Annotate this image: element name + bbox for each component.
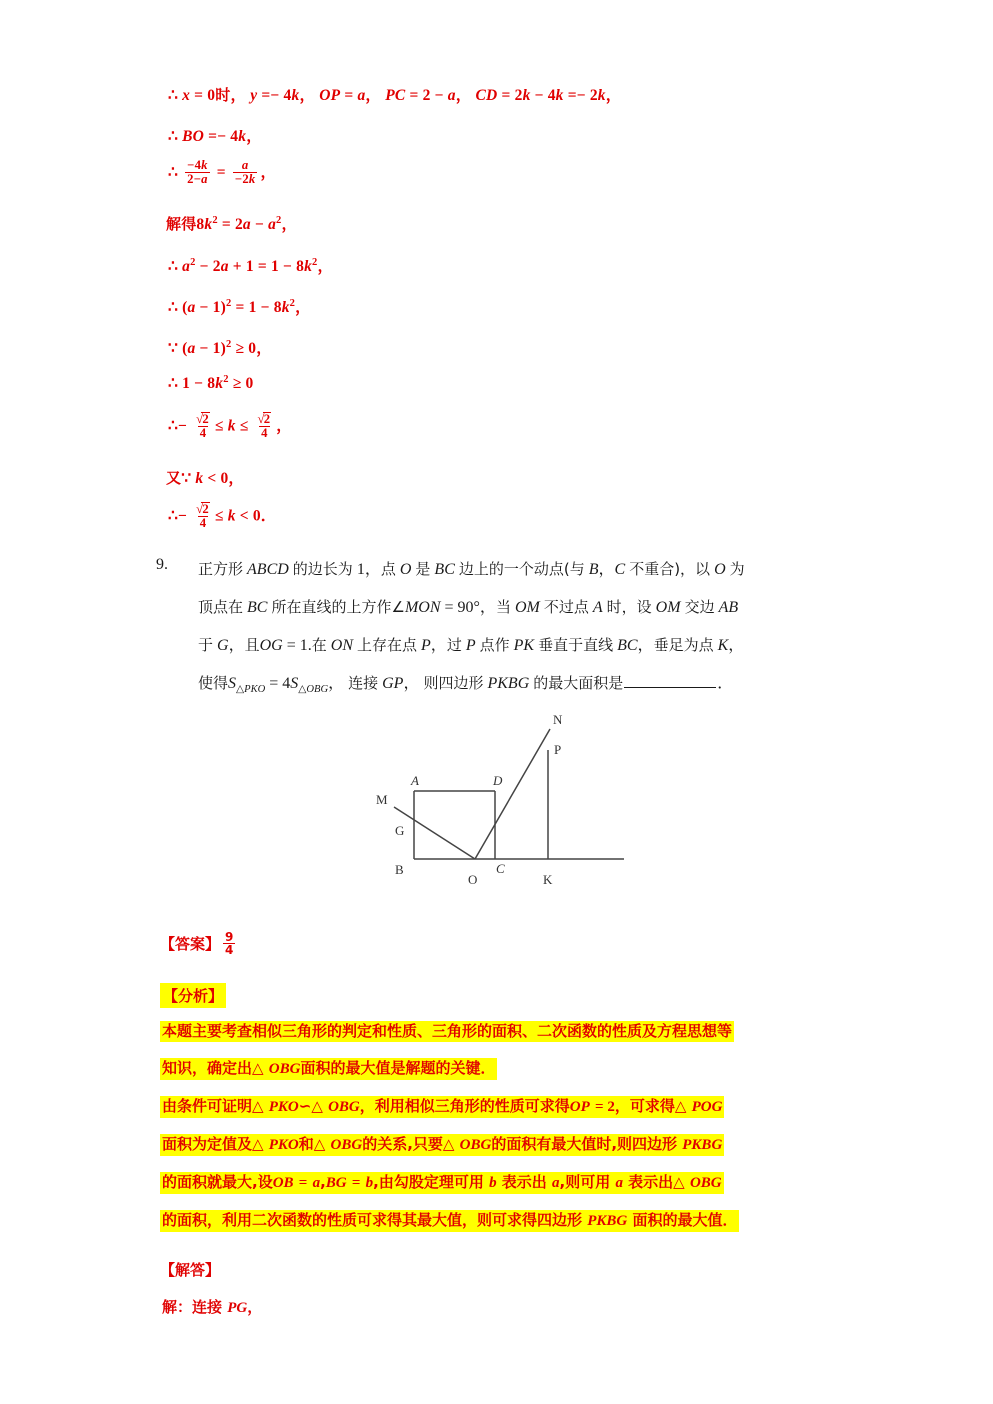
problem-number: 9. bbox=[156, 556, 168, 573]
problem-line-3: 于 G，且OG = 1.在 ON 上存在点 P，过 P 点作 PK 垂直于直线 BC，垂足为点 K， bbox=[198, 636, 745, 654]
proof-line-6: ∴ $(a - 1)^2 = 1 - 8k^2$， bbox=[168, 297, 311, 316]
answer-blank bbox=[624, 673, 716, 688]
figure-label-P: P bbox=[554, 742, 562, 757]
figure-label-B: B bbox=[395, 862, 404, 877]
solution-first-line: 解：连接 PG， bbox=[162, 1298, 263, 1316]
analysis-paragraph-2: 知识，确定出△ OBG面积的最大值是解题的关键． bbox=[160, 1058, 497, 1080]
proof-line-4: 解得$8k^2 = 2a - a^2$， bbox=[166, 214, 298, 233]
proof-line-10: 又∵ k < 0， bbox=[166, 469, 245, 487]
ray-OM bbox=[394, 807, 475, 859]
analysis-paragraph-4: 面积为定值及△ PKO和△ OBG的关系,只要△ OBG的面积有最大值时,则四边形 PKBG bbox=[160, 1134, 724, 1156]
proof-line-9: ∴− $\frac{√2}{4}$ ≤ k ≤ $\frac{√2}{4}$ ， bbox=[168, 412, 292, 440]
problem-line-4: 使得$S_{\triangle PKO} = 4S_{\triangle OBG}$， 连接 GP， 则四边形 PKBG 的最大面积是 ． bbox=[198, 674, 734, 696]
figure-label-K: K bbox=[543, 872, 553, 887]
answer-label bbox=[160, 932, 238, 957]
figure-label-D: D bbox=[493, 773, 503, 788]
proof-line-7: ∵ $(a - 1)^2 \ge 0$， bbox=[168, 338, 272, 357]
answer-numerator: 9 bbox=[225, 930, 234, 944]
answer-label-text: 【答案】 bbox=[160, 935, 221, 954]
analysis-label: 【分析】 bbox=[160, 983, 226, 1008]
geometry-figure-svg bbox=[362, 706, 652, 896]
proof-line-11: ∴− $\frac{√2}{4}$ ≤ k < 0． bbox=[168, 502, 277, 530]
proof-line-8: ∴ $1 - 8k^2 \ge 0$ bbox=[168, 373, 254, 392]
figure-label-M: M bbox=[376, 792, 388, 807]
proof-line-3: ∴ $\frac{-4k}{2-a}$ = $\frac{a}{-2k}$ ， bbox=[168, 158, 277, 186]
analysis-paragraph-6: 的面积，利用二次函数的性质可求得其最大值，则可求得四边形 PKBG 面积的最大值． bbox=[160, 1210, 739, 1232]
proof-line-5: ∴ $a^2 - 2a + 1 = 1 - 8k^2$， bbox=[168, 256, 334, 275]
figure-label-O: O bbox=[468, 872, 478, 887]
problem-line-2: 顶点在 BC 所在直线的上方作∠MON = 90°，当 OM 不过点 A 时，设 OM 交边 AB bbox=[198, 598, 739, 616]
analysis-paragraph-5: 的面积就最大,设OB = a,BG = b,由勾股定理可用 b 表示出 a,则可用 a 表示出△ OBG bbox=[160, 1172, 724, 1194]
figure-label-G: G bbox=[395, 823, 405, 838]
figure-label-C: C bbox=[496, 861, 505, 876]
geometry-figure bbox=[362, 706, 652, 896]
figure-label-N: N bbox=[553, 712, 563, 727]
problem-line-1: 正方形 ABCD 的边长为 1，点 O 是 BC 边上的一个动点(与 B，C 不重合)，以 O 为 bbox=[198, 560, 745, 578]
ray-ON bbox=[475, 729, 550, 859]
analysis-paragraph-3: 由条件可证明△ PKO∽△ OBG，利用相似三角形的性质可求得OP = 2，可求得△ POG bbox=[160, 1096, 724, 1118]
analysis-paragraph-1: 本题主要考查相似三角形的判定和性质、三角形的面积、二次函数的性质及方程思想等 bbox=[160, 1021, 734, 1042]
answer-denominator: 4 bbox=[225, 943, 234, 958]
solution-label: 【解答】 bbox=[160, 1261, 221, 1279]
proof-line-1: ∴ x = 0时， y =− 4k， OP = a， PC = 2 − a， CD = 2k − 4k =− 2k， bbox=[168, 86, 622, 104]
figure-label-A: A bbox=[411, 773, 419, 788]
proof-line-2: ∴ BO =− 4k， bbox=[168, 128, 262, 145]
